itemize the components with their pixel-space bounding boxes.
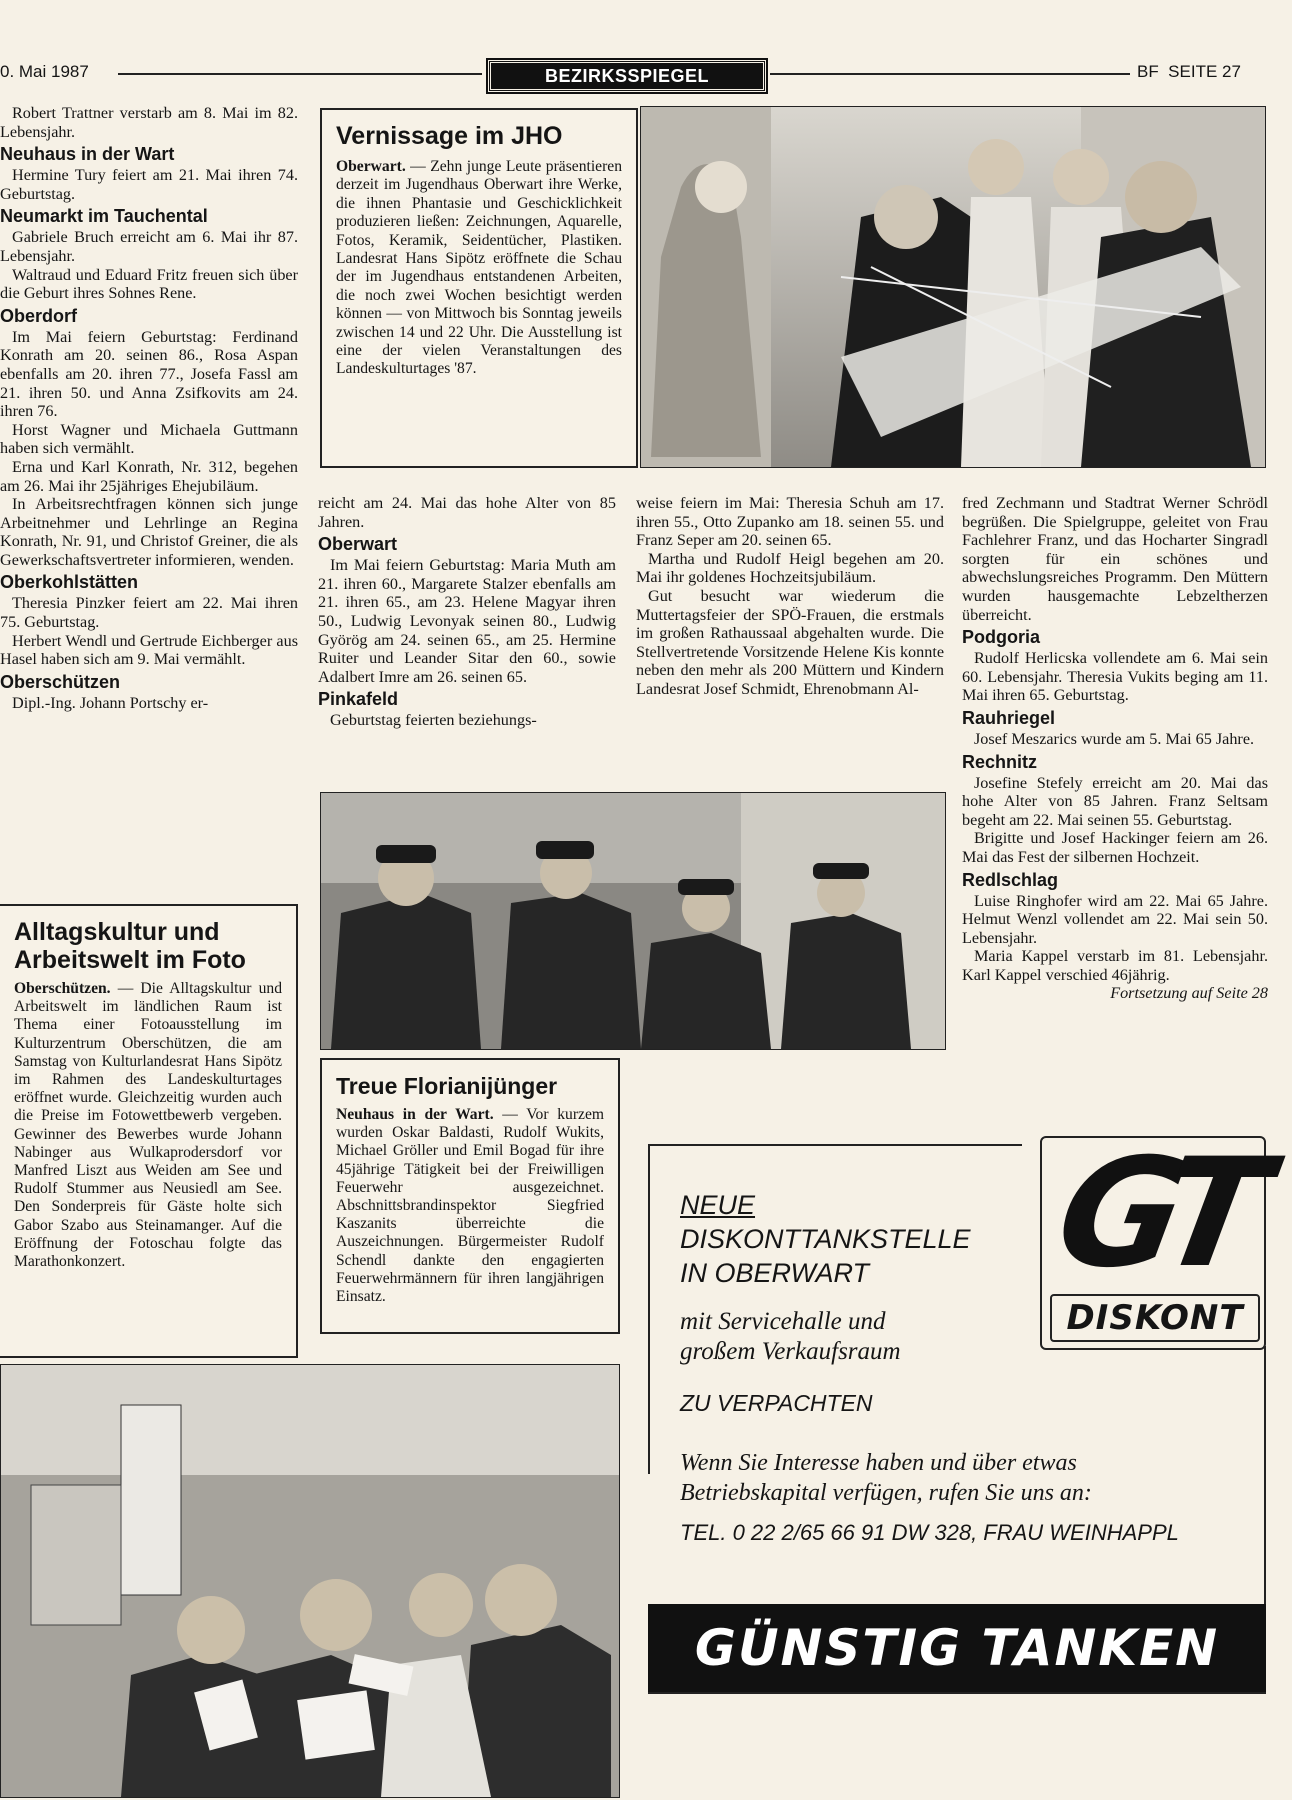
ad-frame-left [648, 1144, 650, 1474]
ad-line-verkaufsraum: großem Verkaufsraum [680, 1338, 901, 1365]
ad-line-tankstelle: DISKONTTANKSTELLE [680, 1224, 971, 1254]
alltag-text [14, 980, 282, 1271]
col4-text: Josefine Stefely erreicht am 20. Mai das hohe Alter von 85 Jahren. Franz Seltsam begeht am 22. Mai seinen 55. Geburtstag. [962, 773, 1268, 829]
header-rule-right [770, 73, 1130, 75]
ad-frame-bottom [648, 1692, 1266, 1694]
heading-podgoria: Podgoria [962, 627, 1041, 648]
col4-text: Brigitte und Josef Hackinger feiern am 26. Mai das Fest der silbernen Hochzeit. [962, 829, 1268, 866]
heading-oberdorf: Oberdorf [0, 305, 78, 326]
col2-text: Geburtstag feierten beziehungs- [330, 711, 537, 730]
col3-text: Martha und Rudolf Heigl begehen am 20. Mai ihr goldenes Hochzeitsjubiläum. [636, 549, 944, 587]
article-florian [320, 1058, 620, 1334]
ad-line-interesse: Wenn Sie Interesse haben und über etwas [680, 1450, 1077, 1476]
col1-text: Erna und Karl Konrath, Nr. 312, begehen am 26. Mai ihr 25jähriges Ehejubiläum. [0, 457, 298, 495]
heading-oberwart: Oberwart [318, 534, 398, 555]
column-1 [0, 104, 298, 712]
col1-text: Im Mai feiern Geburtstag: Ferdinand Konrath am 20. seinen 86., Rosa Aspan ebenfalls am 20. ihren 77., Josefa Fassl am 21. ihren 50. und Anna Zsifkovits am 24. ihren 76. [0, 327, 298, 421]
florian-body: — Vor kurzem wurden Oskar Baldasti, Rudolf Wukits, Michael Gröller und Emil Bogad für ihre 45jährige Tätigkeit bei der Freiwilligen Feuerwehr ausgezeichnet. Abschnittsbrandinspektor Siegfried Kaszanits überreichte die Auszeichnungen. Bürgermeister Rudolf Schendl dankte den engagierten Feuerwehrmännern für ihren langjährigen Einsatz. [336, 1106, 604, 1306]
heading-oberkohlstaetten: Oberkohlstätten [0, 572, 139, 593]
ad-frame-top [648, 1144, 1022, 1146]
section-title: BEZIRKSSPIEGEL [488, 60, 766, 92]
col1-text: Gabriele Bruch erreicht am 6. Mai ihr 87. Lebensjahr. [0, 228, 298, 265]
col1-text: Theresia Pinzker feiert am 22. Mai ihren 75. Geburtstag. [0, 594, 298, 632]
ad-line-oberwart: IN OBERWART [680, 1258, 870, 1288]
col4-text: Rudolf Herlicska vollendete am 6. Mai sein 60. Lebensjahr. Theresia Vukits beging am 11. Mai ihren 65. Geburtstag. [962, 649, 1268, 705]
heading-rechnitz: Rechnitz [962, 751, 1038, 772]
col3-text: Gut besucht war wiederum die Muttertagsfeier der SPÖ-Frauen, die erstmals im großen Rathaussaal abgehalten wurde. Die Stellvertretende Vorsitzende Helene Kis konnte neben den mehr als 200 Müttern und Kindern Landesrat Josef Schmidt, Ehrenobmann Al- [636, 586, 944, 698]
vernissage-title: Vernissage im JHO [336, 122, 563, 150]
heading-redlschlag: Redlschlag [962, 869, 1059, 890]
col4-text: Maria Kappel verstarb im 81. Lebensjahr. Karl Kappel verschied 46jährig. [962, 947, 1268, 984]
advertisement [648, 1127, 1266, 1792]
col1-text: Robert Trattner verstarb am 8. Mai im 82. Lebensjahr. [0, 104, 298, 141]
column-2 [318, 494, 616, 730]
photo-exhibition [0, 1364, 620, 1798]
header-page: BF SEITE 27 [1137, 62, 1241, 81]
col1-text: Horst Wagner und Michaela Guttmann haben sich vermählt. [0, 420, 298, 458]
heading-neumarkt: Neumarkt im Tauchental [0, 206, 208, 227]
photo-exhibition-image [1, 1365, 619, 1797]
florian-title: Treue Florianijünger [336, 1073, 558, 1099]
ad-line-betriebskapital: Betriebskapital verfügen, rufen Sie uns an: [680, 1480, 1092, 1506]
alltag-lead: Oberschützen. [14, 980, 111, 997]
photo-firemen [320, 792, 946, 1050]
photo-vernissage-image [641, 107, 1265, 467]
column-4 [962, 494, 1268, 1003]
gt-logo-diskont: DISKONT [1050, 1294, 1260, 1342]
gt-logo-letters: GT [1045, 1127, 1263, 1301]
col1-text: Waltraud und Eduard Fritz freuen sich über die Geburt ihres Sohnes Rene. [0, 265, 298, 303]
ad-line-verpachten: ZU VERPACHTEN [680, 1390, 873, 1416]
heading-oberschuetzen: Oberschützen [0, 671, 121, 692]
photo-vernissage [640, 106, 1266, 468]
header-rule-left [118, 73, 482, 75]
col4-text: fred Zechmann und Stadtrat Werner Schrödl begrüßen. Die Spielgruppe, geleitet von Frau Fachlehrer Franz, und das Hocharter Singradl sorgten für ein schönes und abwechslungsreiches Programm. Den Müttern wurden hausgemachte Lebzeltherzen überreicht. [962, 494, 1268, 624]
article-vernissage [320, 108, 638, 468]
gt-logo [1040, 1127, 1266, 1350]
ad-line-telefon: TEL. 0 22 2/65 66 91 DW 328, FRAU WEINHAPPL [680, 1520, 1179, 1545]
heading-rauhriegel: Rauhriegel [962, 707, 1056, 728]
col4-text: Luise Ringhofer wird am 22. Mai 65 Jahre. Helmut Wenzl vollendet am 22. Mai sein 50. Lebensjahr. [962, 891, 1268, 947]
col1-text: Dipl.-Ing. Johann Portschy er- [12, 693, 209, 712]
alltag-title: Alltagskultur und Arbeitswelt im Foto [14, 918, 246, 974]
florian-lead: Neuhaus in der Wart. [336, 1106, 494, 1123]
ad-line-servicehalle: mit Servicehalle und [680, 1308, 886, 1335]
col2-text: reicht am 24. Mai das hohe Alter von 85 Jahren. [318, 494, 616, 531]
col2-text: Im Mai feiern Geburtstag: Maria Muth am 21. ihren 60., Margarete Stalzer ebenfalls am 21. ihren 65., am 23. Helene Magyar ihren 50., Ludwig Levonyak seinen 80., Ludwig Györög am 24. seinen 65., am 25. Hermine Ruiter und Leander Sitar den 60., sowie Adalbert Imre am 26. seinen 65. [318, 556, 616, 686]
alltag-body: — Die Alltagskultur und Arbeitswelt im ländlichen Raum ist Thema einer Fotoausstellung im Kulturzentrum Oberschützen, die am Samstag von Kulturlandesrat Hans Sipötz im Rahmen des Landeskulturtages eröffnet wurde. Gleichzeitig wurden auch die Preise im Fotowettbewerb vergeben. Gewinner des Bewerbes wurde Johann Nabinger aus Wulkaprodersdorf vor Manfred Liszt aus Weiden am See und Rudolf Stummer aus Neusiedl am See. Den Sonderpreis für Gäste holte sich Gabor Szabo aus Steinamanger. Auf die Eröffnung der Fotoschau folgte das Marathonkonzert. [14, 980, 282, 1271]
col3-text: weise feiern im Mai: Theresia Schuh am 17. ihren 55., Otto Zupanko am 18. seinen 55. und Franz Seper am 20. seinen 65. [636, 494, 944, 550]
photo-firemen-image [321, 793, 945, 1049]
vernissage-body: — Zehn junge Leute präsentieren derzeit im Jugendhaus Oberwart ihre Werke, die ihnen Phantasie und Geschicklichkeit produzieren ließen: Zeichnungen, Aquarelle, Fotos, Keramik, Seidentücher, Plastiken. Landesrat Hans Sipötz eröffnete die Schau der im Jugendhaus entstandenen Arbeiten, die noch zwei Wochen besichtigt werden können — von Mittwoch bis Sonntag jeweils zwischen 14 und 22 Uhr. Die Ausstellung ist eine der vielen Veranstaltungen des Landeskulturtages '87. [336, 158, 622, 378]
column-3 [636, 494, 944, 699]
florian-text [336, 1106, 604, 1306]
col1-text: Hermine Tury feiert am 21. Mai ihren 74. Geburtstag. [0, 166, 298, 203]
header-date: 0. Mai 1987 [0, 62, 89, 81]
vernissage-text [336, 158, 622, 379]
continued-note: Fortsetzung auf Seite 28 [1110, 984, 1268, 1003]
ad-banner-text: GÜNSTIG TANKEN [694, 1619, 1220, 1677]
heading-pinkafeld: Pinkafeld [318, 689, 399, 710]
col4-text: Josef Meszarics wurde am 5. Mai 65 Jahre. [974, 729, 1255, 748]
article-alltagskultur [0, 904, 298, 1358]
ad-line-neue: NEUE [680, 1190, 756, 1220]
heading-neuhaus: Neuhaus in der Wart [0, 144, 175, 165]
vernissage-lead: Oberwart. [336, 158, 406, 175]
col1-text: Herbert Wendl und Gertrude Eichberger aus Hasel haben sich am 9. Mai vermählt. [0, 631, 298, 669]
col1-text: In Arbeitsrechtfragen können sich junge Arbeitnehmer und Lehrlinge an Regina Konrath, Nr. 91, und Christof Greiner, die als Gewerkschaftsvertreter informieren, wenden. [0, 495, 298, 569]
